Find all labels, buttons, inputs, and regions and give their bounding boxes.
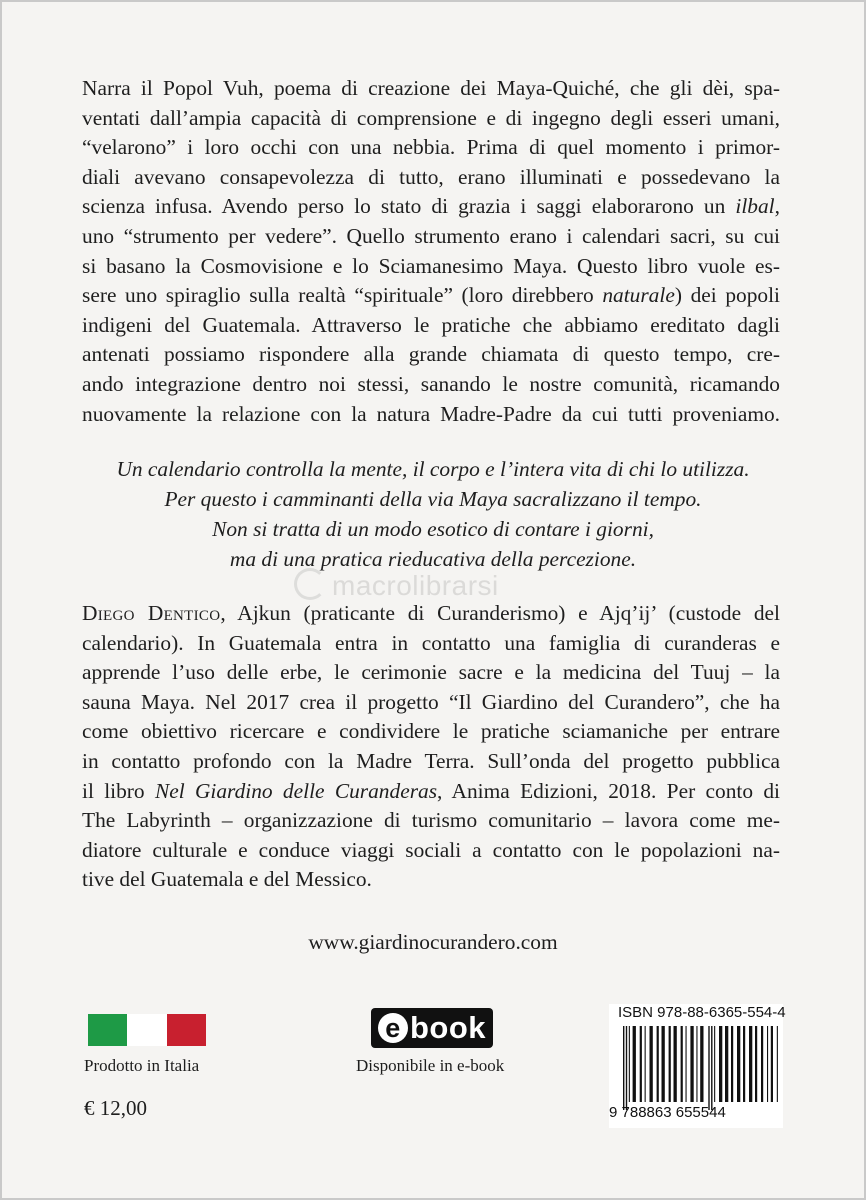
text-line: sauna Maya. Nel 2017 crea il progetto “Il Giardino del Curandero”, che ha: [82, 689, 780, 714]
barcode-bar: [777, 1026, 778, 1102]
barcode-bar: [737, 1026, 740, 1102]
text-line: ventati dall’ampia capacità di comprensione e di ingegno degli esseri umani,: [82, 105, 780, 130]
text-line: calendario). In Guatemala entra in contatto una famiglia di curanderas e: [82, 630, 780, 655]
isbn-number: ISBN 978-88-6365-554-4: [618, 1004, 786, 1021]
text-line: si basano la Cosmovisione e lo Sciamanesimo Maya. Questo libro vuole es-: [82, 253, 780, 278]
italic-term: Nel Giardino delle Curanderas: [154, 778, 438, 803]
text-line: uno “strumento per vedere”. Quello strumento erano i calendari sacri, su cui: [82, 223, 780, 248]
text-fragment: il libro: [82, 778, 155, 803]
quote-line: ma di una pratica rieducativa della percezione.: [229, 547, 637, 571]
barcode-bar: [674, 1026, 677, 1102]
barcode-graphic: [613, 1026, 779, 1110]
ebook-availability-label: Disponibile in e-book: [356, 1056, 505, 1075]
text-line: [82, 281, 780, 311]
barcode-bar: [755, 1026, 757, 1102]
price-label: € 12,00: [84, 1096, 147, 1120]
text-fragment: scienza infusa. Avendo perso lo stato di grazia i saggi elaborarono un: [82, 194, 736, 219]
barcode-bar: [640, 1026, 642, 1102]
text-line: [82, 777, 780, 807]
bio-first-line: Diego Dentico, Ajkun (praticante di Curanderismo) e Ajq’ij’ (custode del: [82, 601, 780, 625]
ebook-e-mark: e: [378, 1013, 408, 1043]
text-line: tive del Guatemala e del Messico.: [82, 867, 372, 892]
barcode-bar: [731, 1026, 733, 1102]
italic-term: ilbal: [735, 194, 775, 219]
barcode-bar: [686, 1026, 687, 1102]
quote-line: Non si tratta di un modo esotico di contare i giorni,: [212, 517, 654, 541]
text-line: come obiettivo ricercare e condividere le pratiche sciamaniche per entrare: [82, 719, 780, 744]
italic-quote: [62, 454, 804, 574]
text-line: [82, 192, 780, 222]
barcode-bar: [714, 1026, 715, 1102]
made-in-italy-label: Prodotto in Italia: [84, 1056, 200, 1075]
text-fragment: , Anima Edizioni, 2018. Per conto di: [437, 778, 780, 803]
barcode-bar: [771, 1026, 773, 1102]
isbn-barcode: [609, 1004, 786, 1128]
text-line: ando integrazione dentro noi stessi, sanando le nostre comunità, ricamando: [82, 371, 780, 396]
quote-line: Un calendario controlla la mente, il corpo e l’intera vita di chi lo utilizza.: [116, 457, 750, 481]
barcode-bar: [696, 1026, 697, 1102]
barcode-bar: [623, 1026, 624, 1110]
text-fragment: sere uno spiraglio sulla realtà “spirituale” (loro direbbero: [82, 283, 603, 308]
barcode-bar: [767, 1026, 768, 1102]
author-name: Diego Dentico: [82, 601, 221, 625]
text-fragment: ) dei popoli: [674, 283, 780, 308]
text-line: apprende l’uso delle erbe, le cerimonie sacre e la medicina del Tuuj – la: [82, 660, 780, 685]
text-fragment: ,: [774, 194, 780, 219]
barcode-bar: [650, 1026, 653, 1102]
barcode-bar: [743, 1026, 745, 1102]
italic-term: naturale: [602, 283, 675, 308]
barcode-bar: [711, 1026, 712, 1110]
barcode-bar: [657, 1026, 659, 1102]
barcode-bar: [761, 1026, 763, 1102]
barcode-bar: [725, 1026, 728, 1102]
text-line: in contatto profondo con la Madre Terra. Sull’onda del progetto pubblica: [82, 748, 780, 773]
barcode-bar: [645, 1026, 646, 1102]
text-line: “velarono” i loro occhi con una nebbia. Prima di quel momento i primor-: [82, 135, 780, 160]
synopsis-paragraph: [82, 74, 780, 429]
text-line: antenati possiamo rispondere alla grande chiamata di questo tempo, cre-: [82, 342, 780, 367]
text-line: nuovamente la relazione con la natura Madre-Padre da cui tutti proveniamo.: [82, 401, 780, 426]
barcode-bar: [749, 1026, 752, 1102]
website-url: www.giardinocurandero.com: [308, 930, 558, 954]
text-line: indigeni del Guatemala. Attraverso le pratiche che abbiamo ereditato dagli: [82, 312, 780, 337]
text-line: Narra il Popol Vuh, poema di creazione dei Maya-Quiché, che gli dèi, spa-: [82, 76, 780, 100]
barcode-bar: [633, 1026, 636, 1102]
ebook-logo: e book: [371, 1008, 493, 1048]
barcode-bar: [669, 1026, 671, 1102]
author-bio-paragraph: [82, 599, 780, 895]
barcode-bar: [708, 1026, 709, 1110]
barcode-digits: 9 788863 655544: [609, 1104, 726, 1121]
text-line: diali avevano consapevolezza di tutto, erano illuminati e possedevano la: [82, 164, 780, 189]
text-line: The Labyrinth – organizzazione di turismo comunitario – lavora come me-: [82, 808, 780, 833]
barcode-bar: [662, 1026, 665, 1102]
barcode-bar: [626, 1026, 627, 1110]
barcode-bar: [681, 1026, 683, 1102]
text-line: diatore culturale e conduce viaggi sociali a contatto con le popolazioni na-: [82, 837, 780, 862]
barcode-bar: [629, 1026, 630, 1102]
watermark: macrolibrarsi: [294, 568, 499, 602]
barcode-bar: [690, 1026, 693, 1102]
italian-flag-icon: [88, 1014, 206, 1046]
quote-line: Per questo i camminanti della via Maya sacralizzano il tempo.: [164, 487, 702, 511]
barcode-bar: [719, 1026, 722, 1102]
barcode-bar: [700, 1026, 703, 1102]
